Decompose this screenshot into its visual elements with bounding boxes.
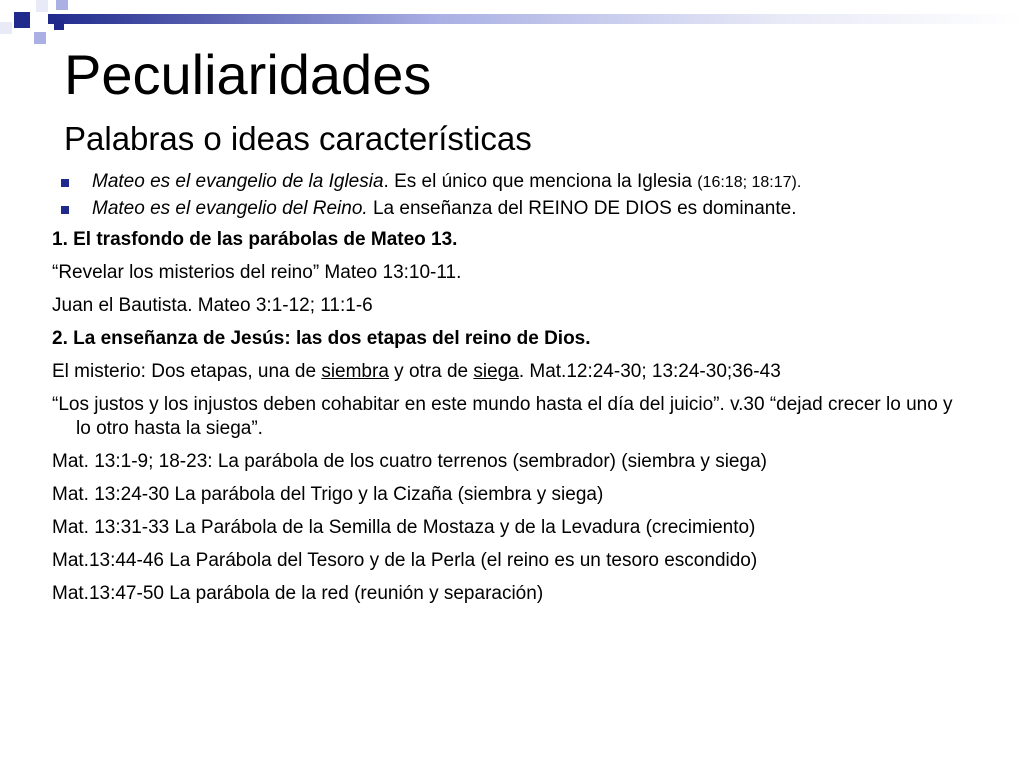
underlined-siega: siega bbox=[473, 361, 519, 382]
decor-square-large bbox=[14, 12, 30, 28]
decor-square-small-bottom bbox=[34, 32, 46, 44]
paragraph: Juan el Bautista. Mateo 3:1-12; 11:1-6 bbox=[52, 295, 373, 316]
text-segment: y otra de bbox=[388, 361, 474, 382]
square-bullet-icon bbox=[61, 179, 69, 187]
square-bullet-icon bbox=[61, 206, 69, 214]
bullet-italic-text: Mateo es el evangelio del Reino. bbox=[92, 198, 368, 219]
text-segment: El misterio: Dos etapas, una de bbox=[52, 361, 322, 382]
bullet-item bbox=[52, 197, 1007, 224]
section-heading-1: 1. El trasfondo de las parábolas de Mateo 13. bbox=[52, 229, 458, 250]
bullet-reference: (16:18; 18:17). bbox=[697, 174, 802, 191]
decor-square-small-top bbox=[56, 0, 68, 10]
slide-title: Peculiaridades bbox=[64, 43, 432, 106]
decor-square-outline-left bbox=[0, 22, 12, 34]
section-heading-2: 2. La enseñanza de Jesús: las dos etapas del reino de Dios. bbox=[52, 328, 591, 349]
paragraph: Mat.13:47-50 La parábola de la red (reunión y separación) bbox=[52, 583, 544, 604]
slide-subtitle: Palabras o ideas características bbox=[64, 120, 532, 157]
bullet-item bbox=[52, 170, 1007, 197]
text-segment: . Mat.12:24-30; 13:24-30;36-43 bbox=[518, 361, 781, 382]
decor-square-outline-top bbox=[36, 0, 48, 12]
header-gradient-bar bbox=[48, 14, 1024, 24]
bullet-text: . Es el único que menciona la Iglesia bbox=[383, 171, 698, 192]
header-decoration bbox=[0, 0, 1024, 48]
paragraph: Mat. 13:31-33 La Parábola de la Semilla de Mostaza y de la Levadura (crecimiento) bbox=[52, 517, 756, 538]
paragraph-quote: “Los justos y los injustos deben cohabitar en este mundo hasta el día del juicio”. v.30 “dejad crecer lo uno y lo otro hasta la siega”. bbox=[52, 394, 953, 439]
underlined-siembra: siembra bbox=[321, 361, 389, 382]
paragraph: Mat. 13:24-30 La parábola del Trigo y la Cizaña (siembra y siega) bbox=[52, 484, 604, 505]
paragraph: Mat. 13:1-9; 18-23: La parábola de los cuatro terrenos (sembrador) (siembra y siega) bbox=[52, 451, 767, 472]
decor-square-mid bbox=[54, 20, 64, 30]
paragraph: “Revelar los misterios del reino” Mateo 13:10-11. bbox=[52, 262, 462, 283]
slide-content bbox=[52, 170, 1007, 606]
paragraph: Mat.13:44-46 La Parábola del Tesoro y de la Perla (el reino es un tesoro escondido) bbox=[52, 550, 758, 571]
bullet-text: La enseñanza del REINO DE DIOS es dominante. bbox=[367, 198, 797, 219]
bullet-italic-text: Mateo es el evangelio de la Iglesia bbox=[92, 171, 384, 192]
paragraph-misterio bbox=[52, 360, 1007, 384]
